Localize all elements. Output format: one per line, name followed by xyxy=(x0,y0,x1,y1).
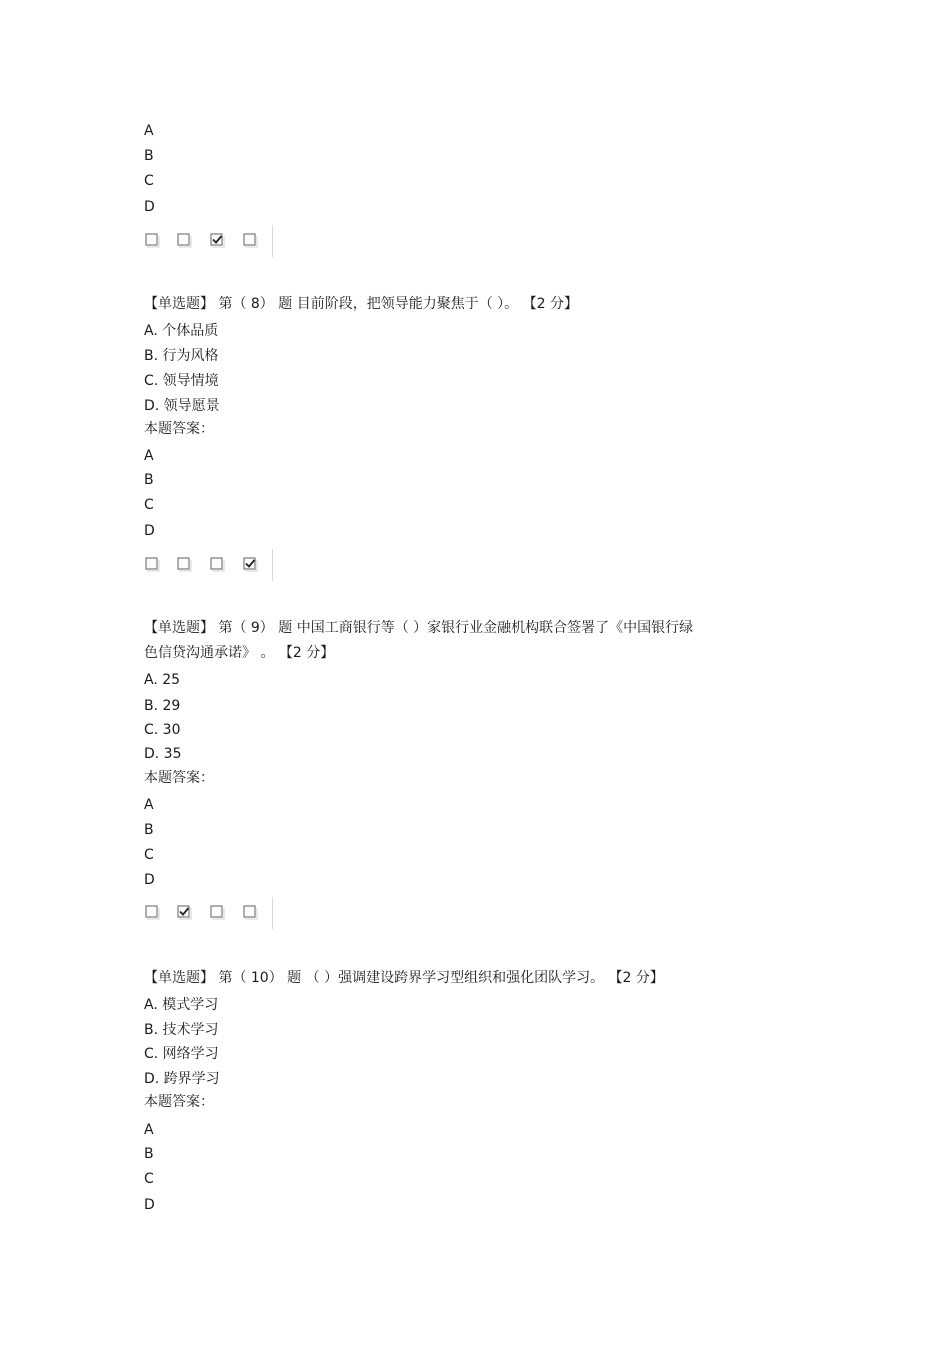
answer-letter-d: D xyxy=(144,199,155,215)
row-divider xyxy=(272,225,273,257)
question-9-answer-label: 本题答案： xyxy=(144,770,214,786)
answer-letter-a: A xyxy=(144,448,154,464)
question-10-answer-label: 本题答案： xyxy=(144,1094,214,1110)
question-8-answer-label: 本题答案： xyxy=(144,421,214,437)
checkbox-b-checked[interactable] xyxy=(177,904,192,921)
answer-checkbox-row xyxy=(144,549,274,581)
answer-letter-b: B xyxy=(144,148,154,164)
question-10-option-c: C. 网络学习 xyxy=(144,1046,219,1062)
question-9-option-d: D. 35 xyxy=(144,746,182,762)
answer-letter-d: D xyxy=(144,523,155,539)
question-10-header: 【单选题】 第（ 10） 题 （ ）强调建设跨界学习型组织和强化团队学习。 【2 分】 xyxy=(144,970,664,986)
answer-letter-b: B xyxy=(144,822,154,838)
answer-letter-a: A xyxy=(144,1122,154,1138)
question-8-option-c: C. 领导情境 xyxy=(144,373,219,389)
checkbox-d[interactable] xyxy=(243,232,258,249)
question-8-option-d: D. 领导愿景 xyxy=(144,398,220,414)
answer-letter-c: C xyxy=(144,173,154,189)
row-divider xyxy=(272,549,273,581)
question-9-header-line2: 色信贷沟通承诺》 。 【2 分】 xyxy=(144,645,335,661)
checkbox-c[interactable] xyxy=(210,556,225,573)
answer-letter-b: B xyxy=(144,1146,154,1162)
answer-checkbox-row xyxy=(144,225,274,257)
checkbox-d[interactable] xyxy=(243,904,258,921)
answer-letter-a: A xyxy=(144,797,154,813)
question-8-option-a: A. 个体品质 xyxy=(144,323,219,339)
checkbox-a[interactable] xyxy=(145,904,160,921)
question-9-option-b: B. 29 xyxy=(144,698,181,714)
question-9-header-line1: 【单选题】 第（ 9） 题 中国工商银行等（ ）家银行业金融机构联合签署了《中国银行绿 xyxy=(144,620,694,636)
checkbox-c[interactable] xyxy=(210,904,225,921)
checkbox-d-checked[interactable] xyxy=(243,556,258,573)
checkbox-b[interactable] xyxy=(177,232,192,249)
answer-letter-d: D xyxy=(144,872,155,888)
answer-letter-c: C xyxy=(144,497,154,513)
row-divider xyxy=(272,897,273,929)
question-10-option-d: D. 跨界学习 xyxy=(144,1071,220,1087)
question-10-option-a: A. 模式学习 xyxy=(144,997,219,1013)
checkbox-a[interactable] xyxy=(145,556,160,573)
question-8-header: 【单选题】 第（ 8） 题 目前阶段，把领导能力聚焦于（ ）。 【2 分】 xyxy=(144,296,578,312)
checkbox-b[interactable] xyxy=(177,556,192,573)
checkbox-c-checked[interactable] xyxy=(210,232,225,249)
answer-letter-a: A xyxy=(144,123,154,139)
checkbox-a[interactable] xyxy=(145,232,160,249)
answer-checkbox-row xyxy=(144,897,274,929)
answer-letter-c: C xyxy=(144,1171,154,1187)
question-10-option-b: B. 技术学习 xyxy=(144,1022,219,1038)
answer-letter-d: D xyxy=(144,1197,155,1213)
question-9-option-c: C. 30 xyxy=(144,722,181,738)
answer-letter-c: C xyxy=(144,847,154,863)
answer-letter-b: B xyxy=(144,472,154,488)
question-8-option-b: B. 行为风格 xyxy=(144,348,219,364)
question-9-option-a: A. 25 xyxy=(144,672,181,688)
